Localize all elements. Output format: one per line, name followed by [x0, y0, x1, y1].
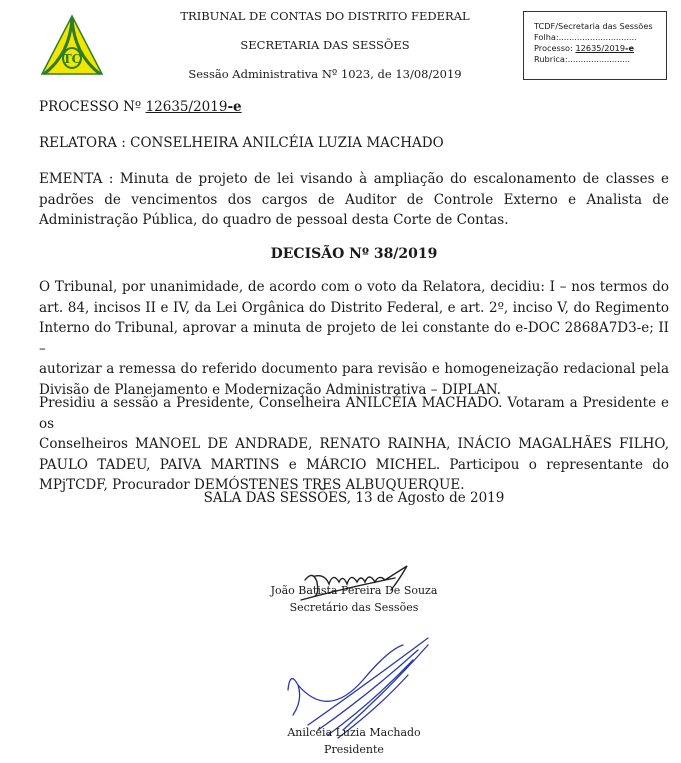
ementa-line: padrões de vencimentos dos cargos de Auditor de Controle Externo e Analista de: [39, 191, 669, 208]
stamp-title: TCDF/Secretaria das Sessões: [534, 21, 653, 31]
presidiu-paragraph: [39, 393, 669, 496]
processo-line: [39, 97, 669, 118]
decisao-paragraph: [39, 277, 669, 400]
signer-name: João Batista Pereira De Souza: [270, 584, 438, 597]
processo-suffix: -e: [227, 99, 242, 115]
relatora-line: RELATORA : CONSELHEIRA ANILCÉIA LUZIA MACHADO: [39, 135, 444, 151]
stamp-processo-label: Processo:: [534, 43, 576, 53]
protocol-stamp: [523, 11, 667, 80]
decisao-title: DECISÃO Nº 38/2019: [270, 246, 438, 262]
header-sessao: Sessão Administrativa Nº 1023, de 13/08/2019: [188, 67, 462, 81]
ementa-paragraph: [39, 169, 669, 231]
logo-letters: TC: [62, 52, 82, 66]
stamp-processo: [534, 43, 666, 54]
decisao-line: Interno do Tribunal, aprovar a minuta de projeto de lei constante do e-DOC 2868A7D3-e; II –: [39, 320, 669, 357]
tcdf-logo: [40, 14, 104, 76]
signer-name: Anilcéia Luzia Machado: [287, 726, 421, 739]
signature-block-presidente: [200, 724, 508, 758]
stamp-rubrica: Rubrica:........................: [534, 54, 631, 64]
header-tribunal: TRIBUNAL DE CONTAS DO DISTRITO FEDERAL: [180, 9, 470, 23]
presidiu-line: Conselheiros MANOEL DE ANDRADE, RENATO RAINHA, INÁCIO MAGALHÃES FILHO,: [39, 436, 669, 452]
signature-block-secretario: [200, 582, 508, 616]
sala-das-sessoes: SALA DAS SESSÕES, 13 de Agosto de 2019: [203, 490, 505, 506]
processo-number: 12635/2019: [145, 99, 228, 115]
processo-label: PROCESSO Nº: [39, 99, 146, 115]
presidiu-line: PAULO TADEU, PAIVA MARTINS e MÁRCIO MICHEL. Participou o representante do: [39, 456, 669, 473]
signer-role: Presidente: [324, 743, 384, 756]
presidiu-line: MPjTCDF, Procurador DEMÓSTENES TRES ALBUQUERQUE.: [39, 477, 465, 493]
decisao-line: O Tribunal, por unanimidade, de acordo com o voto da Relatora, decidiu: I – nos termos do: [39, 279, 669, 295]
ementa-line: Administração Pública, do quadro de pessoal desta Corte de Contas.: [39, 212, 509, 228]
presidiu-line: Presidiu a sessão a Presidente, Conselheira ANILCÉIA MACHADO. Votaram a Presidente e os: [39, 395, 669, 432]
decisao-line: Divisão de Planejamento e Modernização Administrativa – DIPLAN.: [39, 381, 501, 398]
stamp-folha: Folha:..............................: [534, 32, 637, 42]
stamp-processo-value: 12635/2019: [575, 43, 626, 53]
decisao-line: art. 84, incisos II e IV, da Lei Orgânica do Distrito Federal, e art. 2º, inciso V, do Regimento: [39, 299, 669, 316]
signer-role: Secretário das Sessões: [289, 601, 419, 614]
stamp-processo-suffix: -e: [625, 43, 635, 53]
header-secretaria: SECRETARIA DAS SESSÕES: [240, 38, 410, 52]
decisao-line: autorizar a remessa do referido documento para revisão e homogeneização redacional pela: [39, 361, 669, 377]
ementa-line: EMENTA : Minuta de projeto de lei visando à ampliação do escalonamento de classes e: [39, 171, 669, 187]
